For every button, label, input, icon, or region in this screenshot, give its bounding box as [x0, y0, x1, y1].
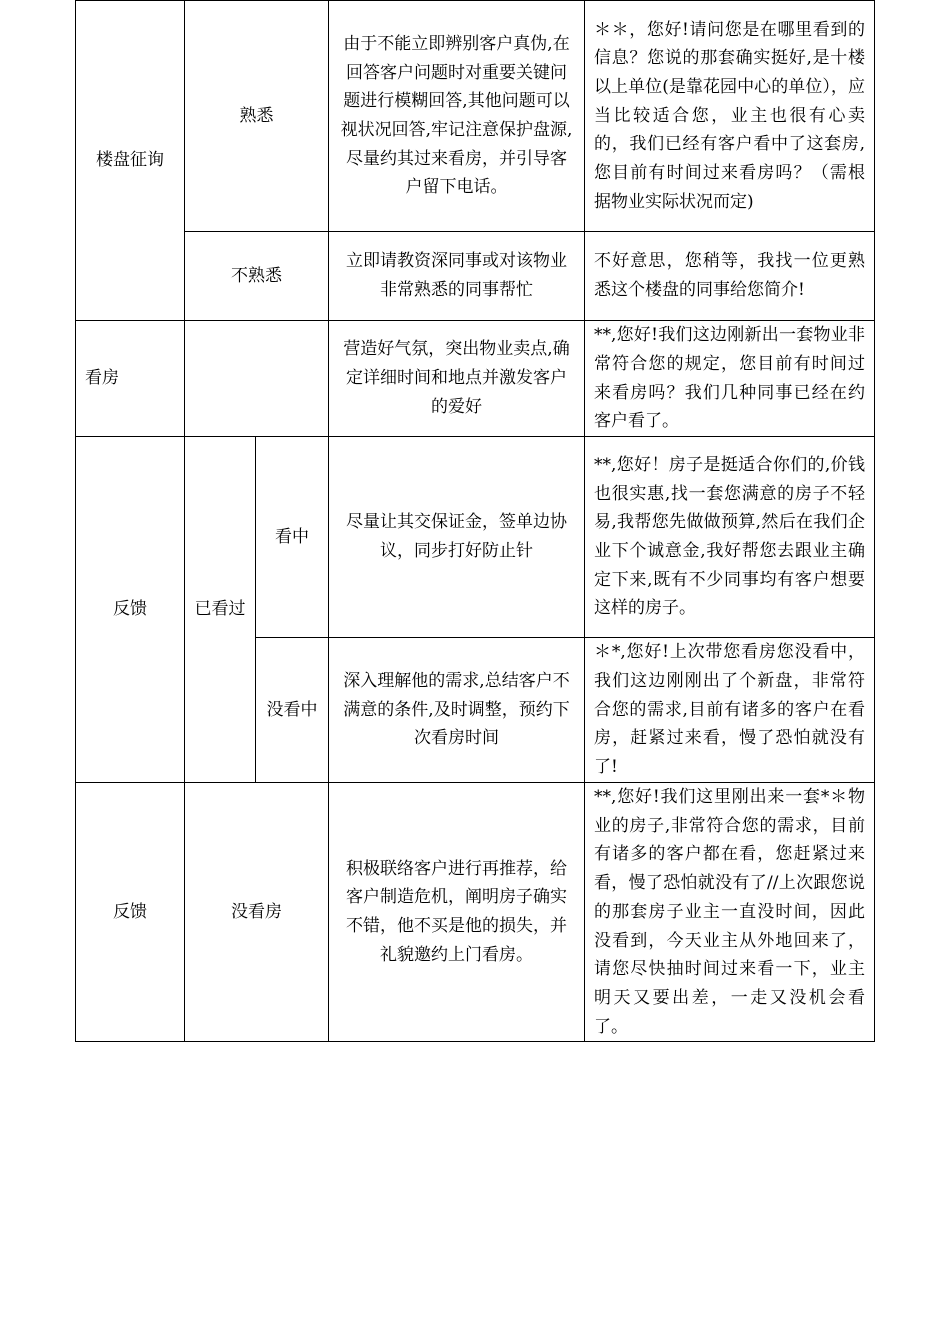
- stage-cell-viewing: 看房: [76, 321, 185, 437]
- case-cell-not-viewed: 没看房: [185, 783, 329, 1042]
- script-cell-not-viewed: **,您好!我们这里刚出来一套*＊物业的房子,非常符合您的需求，目前有诸多的客户都在看，您赶紧过来看，慢了恐怕就没有了//上次跟您说的那套房子业主一直没时间，因此没看到，今天业主从外地回来了，请您尽快抽时间过来看一下，业主明天又要出差，一走又没机会看了。: [585, 783, 875, 1042]
- strategy-cell-familiar: 由于不能立即辨别客户真伪,在回答客户问题时对重要关键问题进行模糊回答,其他问题可以视状况回答,牢记注意保护盘源,尽量约其过来看房，并引导客户留下电话。: [329, 1, 585, 232]
- strategy-cell-not-viewed: 积极联络客户进行再推荐，给客户制造危机，阐明房子确实不错，他不买是他的损失，并礼貌邀约上门看房。: [329, 783, 585, 1042]
- strategy-cell-viewing: 营造好气氛，突出物业卖点,确定详细时间和地点并激发客户的爱好: [329, 321, 585, 437]
- script-cell-viewing: **,您好!我们这边刚新出一套物业非常符合您的规定，您目前有时间过来看房吗？我们几种同事已经在约客户看了。: [585, 321, 875, 437]
- sales-script-table: [75, 0, 875, 1042]
- case-cell-familiar: 熟悉: [185, 1, 329, 232]
- stage-cell-feedback-viewed: 反馈: [76, 437, 185, 783]
- case-cell-unfamiliar: 不熟悉: [185, 232, 329, 321]
- table-row: [76, 321, 875, 437]
- strategy-cell-liked: 尽量让其交保证金，签单边协议，同步打好防止针: [329, 437, 585, 638]
- script-cell-familiar: ＊＊，您好!请问您是在哪里看到的信息？您说的那套确实挺好,是十楼以上单位(是靠花园中心的单位），应当比较适合您，业主也很有心卖的，我们已经有客户看中了这套房,您目前有时间过来看房吗？（需根据物业实际状况而定): [585, 1, 875, 232]
- case-cell-viewing-empty: [185, 321, 329, 437]
- case-cell-liked: 看中: [256, 437, 329, 638]
- table-row: [76, 232, 875, 321]
- stage-cell-inquiry: 楼盘征询: [76, 1, 185, 321]
- script-cell-liked: **,您好！房子是挺适合你们的,价钱也很实惠,找一套您满意的房子不轻易,我帮您先做做预算,然后在我们企业下个诚意金,我好帮您去跟业主确定下来,既有不少同事均有客户想要这样的房子。: [585, 437, 875, 638]
- script-cell-unfamiliar: 不好意思，您稍等，我找一位更熟悉这个楼盘的同事给您简介!: [585, 232, 875, 321]
- table-row: [76, 1, 875, 232]
- table-row: [76, 437, 875, 638]
- table-row: [76, 783, 875, 1042]
- strategy-cell-unfamiliar: 立即请教资深同事或对该物业非常熟悉的同事帮忙: [329, 232, 585, 321]
- strategy-cell-not-liked: 深入理解他的需求,总结客户不满意的条件,及时调整，预约下次看房时间: [329, 638, 585, 783]
- group-cell-viewed: 已看过: [185, 437, 256, 783]
- case-cell-not-liked: 没看中: [256, 638, 329, 783]
- stage-cell-feedback-not-viewed: 反馈: [76, 783, 185, 1042]
- script-cell-not-liked: ＊*,您好!上次带您看房您没看中，我们这边刚刚出了个新盘，非常符合您的需求,目前有诸多的客户在看房，赶紧过来看，慢了恐怕就没有了!: [585, 638, 875, 783]
